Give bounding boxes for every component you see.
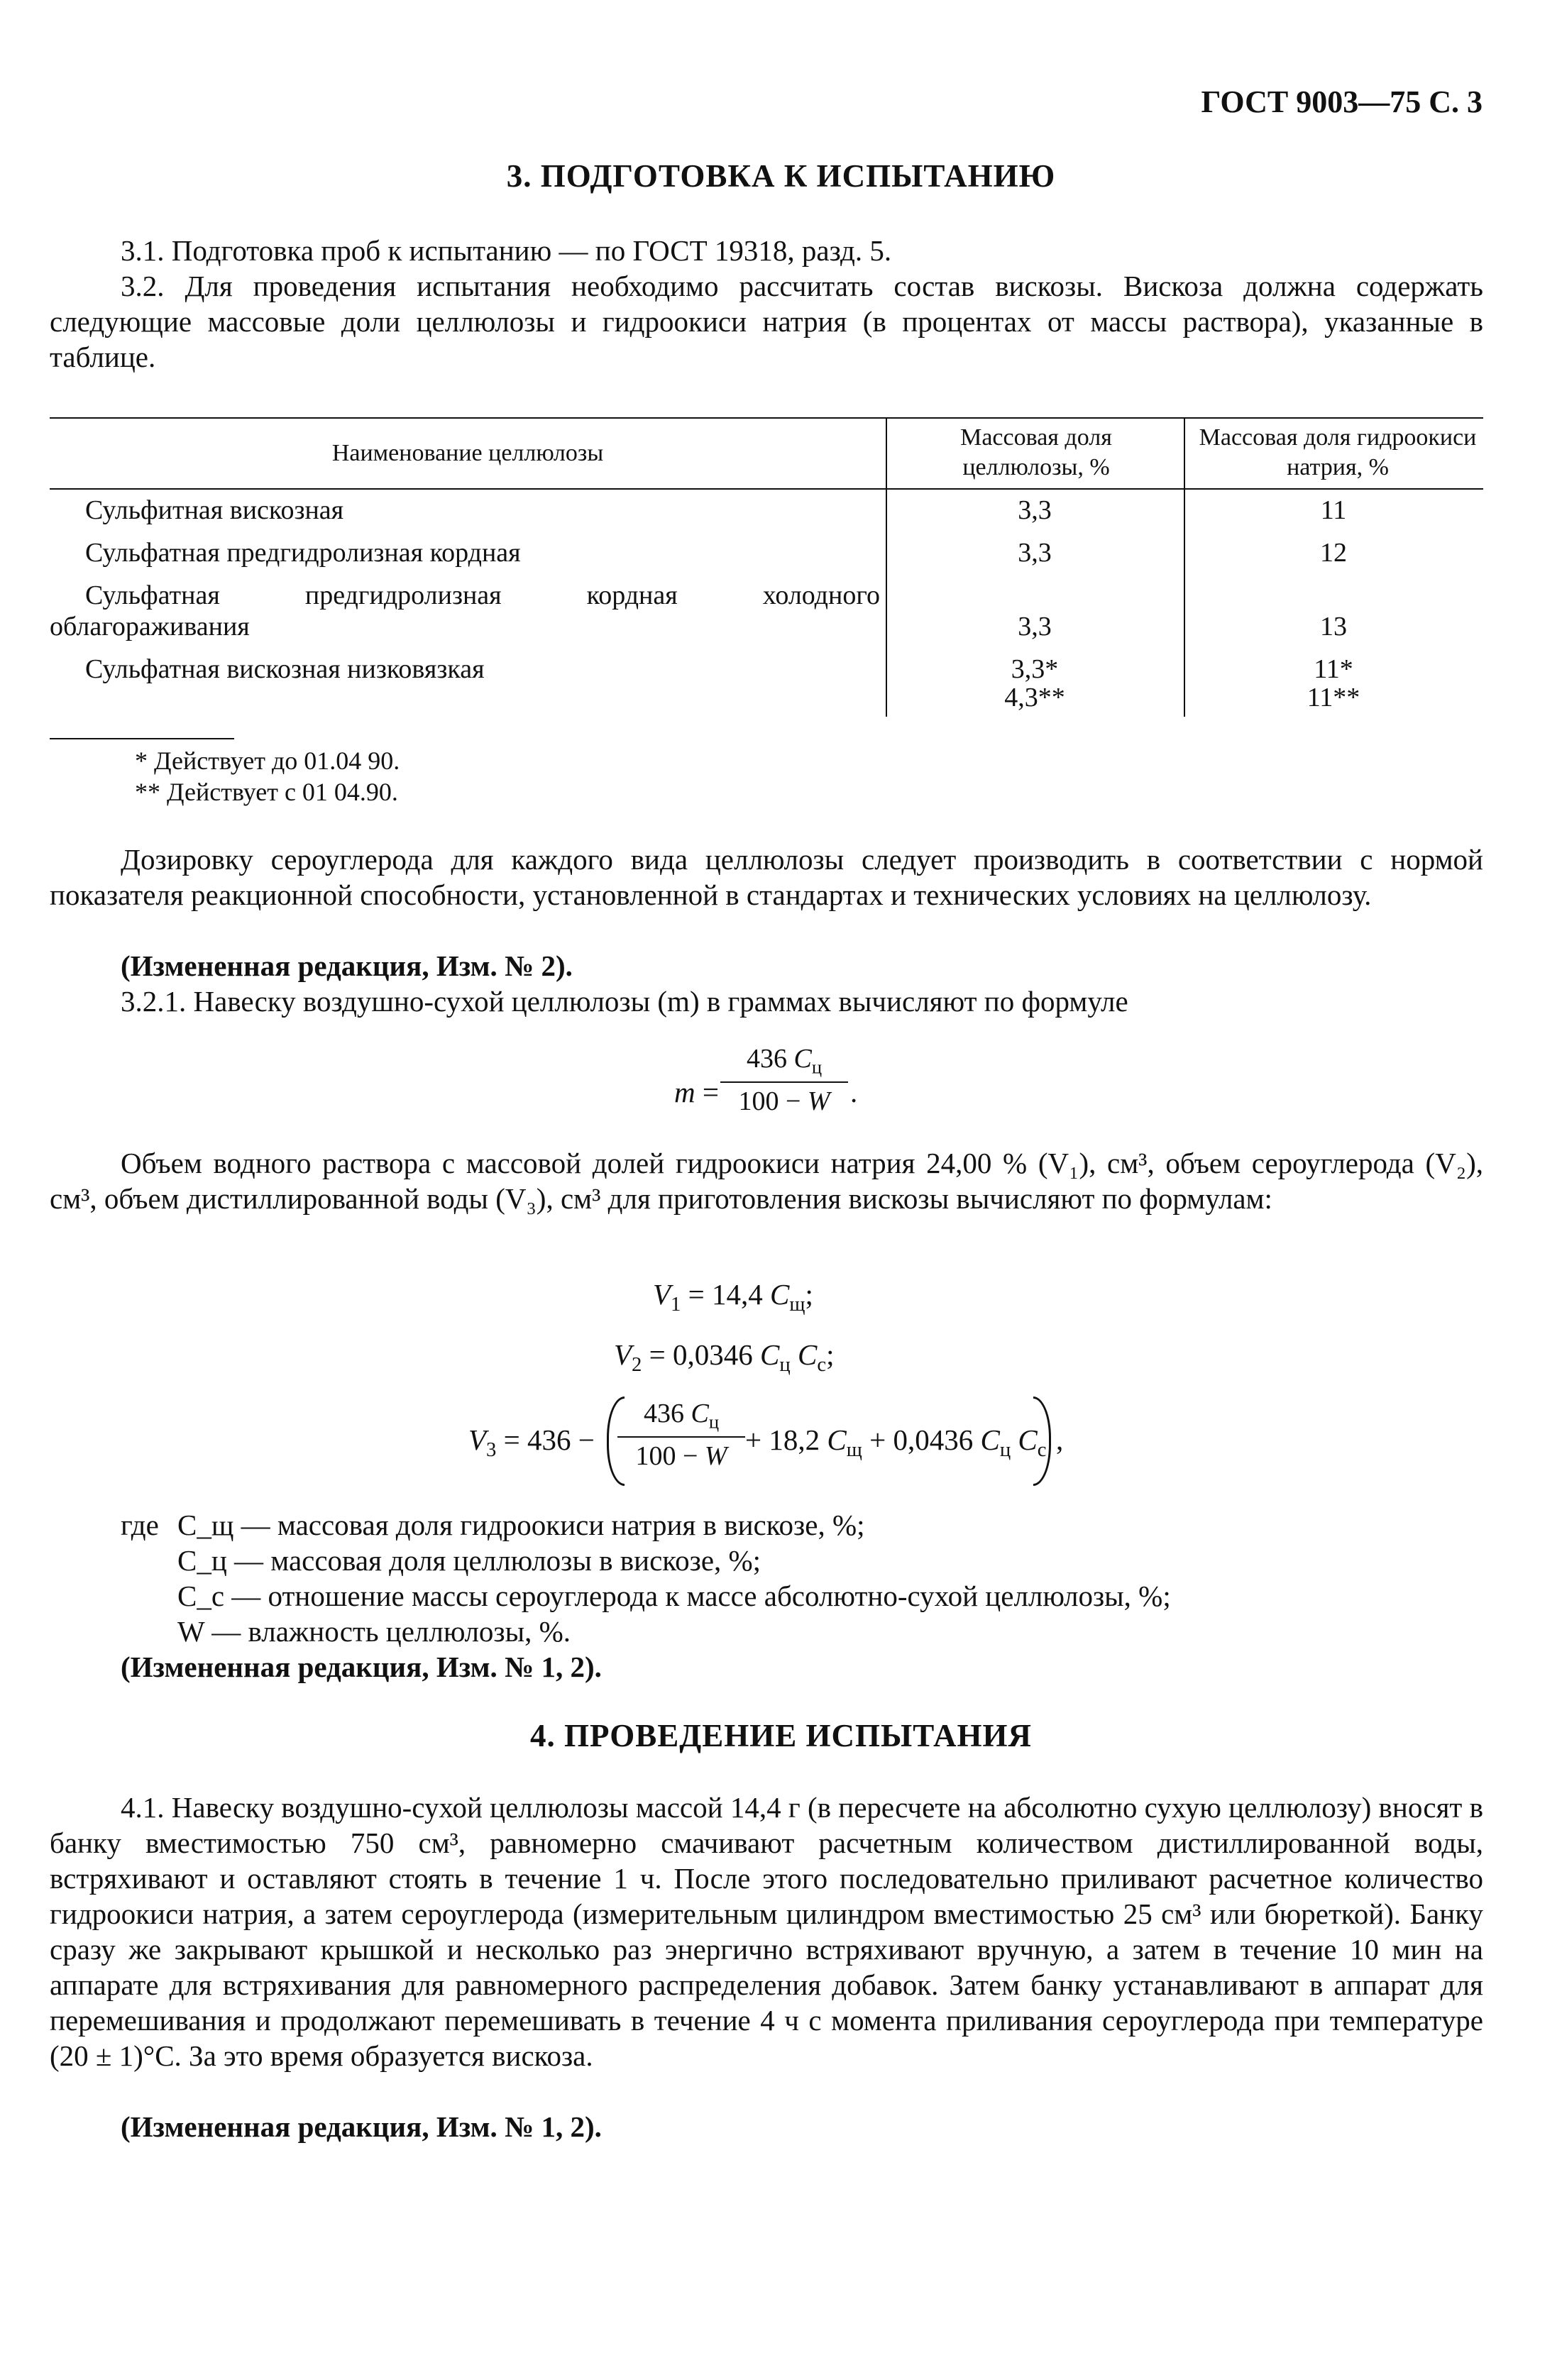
- paragraph-3-2: 3.2. Для проведения испытания необходимо рассчитать состав вискозы. Вискоза должна содержать следующие массовые доли целлюлозы и гидроокиси натрия (в процентах от массы раствора), указанные в таблице.: [50, 270, 1483, 373]
- table-row-4-cellulose-1: 3,3*: [1011, 654, 1059, 684]
- revision-note-1: (Измененная редакция, Изм. № 2).: [121, 949, 573, 982]
- table-row-1-naoh: 11: [1320, 495, 1347, 525]
- footnote-1: * Действует до 01.04 90.: [135, 746, 400, 775]
- document-page: ГОСТ 9003—75 С. 3 3. ПОДГОТОВКА К ИСПЫТАНИЮ 3.1. Подготовка проб к испытанию — по ГОСТ 19318, разд. 5. 3.2. Для проведения испытания необходимо рассчитать состав вискозы. Вискоза должна содержать следующие массовые доли целлюлозы и гидроокиси натрия (в процентах от массы раствора), указанные в таблице. Наименование целлюлозы Массовая доля целлюлозы, % Массовая доля гидроокиси натрия, % Сульфитная вискозная 3,3 11 Сульфатная предгидролизная кордная 3,3 12 Сульфатная предгидролизная кордная холодного облагораживания 3,3 13 Сульфатная вискозная низковязкая 3,3* 4,3** 11* 11** * Действует до 01.04 90. ** Действует с 01 04.90. Дозировку сероуглерода для каждого вида целлюлозы следует производить в соответствии с нормой показателя реакционной способности, установленной в стандартах и технических условиях на целлюлозу. (Измененная редакция, Изм. № 2). 3.2.1. Навеску воздушно-сухой целлюлозы (m) в граммах вычисляют по формуле m = 436 $C_ц$ 100 − W . Объем водного раствора с массовой долей гидроокиси натрия 24,00 % (V₁), см³, объем сероуглерода (V₂), см³, объем дистиллированной воды (V₃), см³ для приготовления вискозы вычисляют по формулам: $V_1 = 14,4$ $C_щ$; $V_2 = 0,0346$ $C_ц$ $C_с$; $V_3 = 436$ − 436 $C_ц$ 100 − W + 18,2 $C_щ + 0,0436$ $C_ц$ $C_с$ , где С_щ — массовая доля гидроокиси натрия в вискозе, %; С_ц — массовая доля целлюлозы в вискозе, %; С_с — отношение массы сероуглерода к массе абсолютно-сухой целлюлозы, %; W — влажность целлюлозы, %. (Измененная редакция, Изм. № 1, 2). 4. ПРОВЕДЕНИЕ ИСПЫТАНИЯ 4.1. Навеску воздушно-сухой целлюлозы массой 14,4 г (в пересчете на абсолютно сухую целлюлозу) вносят в банку вместимостью 750 см³, равномерно смачивают расчетным количеством дистиллированной воды, встряхивают и оставляют стоять в течение 1 ч. После этого последовательно приливают расчетное количество гидроокиси натрия, а затем сероуглерода (измерительным цилиндром вместимостью 25 см³ или бюреткой). Банку сразу же закрывают крышкой и несколько раз энергично встряхивают вручную, а затем в течение 10 мин на аппарате для встряхивания для равномерного распределения добавок. Затем банку устанавливают в аппарат для перемешивания и продолжают перемешивать в течение 4 ч с момента приливания сероуглерода при температуре (20 ± 1)°С. За это время образуется вискоза. (Измененная редакция, Изм. № 1, 2).: [0, 0, 1562, 2380]
- table-row-4-name: Сульфатная вискозная низковязкая: [85, 654, 485, 684]
- table-row-4-naoh-1: 11*: [1314, 654, 1353, 684]
- legend-item-w: W — влажность целлюлозы, %.: [177, 1615, 571, 1648]
- paragraph-4-1: 4.1. Навеску воздушно-сухой целлюлозы массой 14,4 г (в пересчете на абсолютно сухую целлюлозу) вносят в банку вместимостью 750 см³, равномерно смачивают расчетным количеством дистиллированной воды, встряхивают и оставляют стоять в течение 1 ч. После этого последовательно приливают расчетное количество гидроокиси натрия, а затем сероуглерода (измерительным цилиндром вместимостью 25 см³ или бюреткой). Банку сразу же закрывают крышкой и несколько раз энергично встряхивают вручную, а затем в течение 10 мин на аппарате для встряхивания для равномерного распределения добавок. Затем банку устанавливают в аппарат для перемешивания и продолжают перемешивать в течение 4 ч с момента приливания сероуглерода при температуре (20 ± 1)°С. За это время образуется вискоза.: [50, 1791, 1483, 2072]
- table-header-naoh: Массовая доля гидроокиси натрия, %: [1199, 424, 1477, 480]
- paragraph-dosage: Дозировку сероуглерода для каждого вида целлюлозы следует производить в соответствии с нормой показателя реакционной способности, установленной в стандартах и технических условиях на целлюлозу.: [50, 843, 1483, 911]
- table-row-3-name-line1: Сульфатная предгидролизная кордная холодного: [85, 580, 880, 610]
- legend-item-c-ts: С_ц — массовая доля целлюлозы в вискозе, %;: [177, 1544, 761, 1577]
- table-row-4-cellulose-2: 4,3**: [1004, 683, 1065, 712]
- footnote-divider: [50, 738, 234, 739]
- table-header-cellulose: Массовая доля целлюлозы, %: [960, 424, 1112, 480]
- page-header-doc-ref: ГОСТ 9003—75 С. 3: [1201, 84, 1483, 119]
- table-row-2-cellulose: 3,3: [1018, 538, 1052, 568]
- table-row-3-name-line2: облагораживания: [50, 612, 250, 641]
- table-row-2-naoh: 12: [1320, 538, 1347, 568]
- section-3-title: 3. ПОДГОТОВКА К ИСПЫТАНИЮ: [506, 158, 1056, 194]
- table-row-3-naoh: 13: [1320, 612, 1347, 641]
- table-row-2-name: Сульфатная предгидролизная кордная: [85, 538, 521, 568]
- formula-v2: $V_2 = 0,0346$ $C_ц$ $C_с$;: [614, 1338, 835, 1377]
- paragraph-volumes: Объем водного раствора с массовой долей гидроокиси натрия 24,00 % (V₁), см³, объем сероуглерода (V₂), см³, объем дистиллированной воды (V₃), см³ для приготовления вискозы вычисляют по формулам:: [50, 1147, 1483, 1215]
- table-row-1-name: Сульфитная вискозная: [85, 495, 344, 525]
- section-4-title: 4. ПРОВЕДЕНИЕ ИСПЫТАНИЯ: [530, 1718, 1032, 1753]
- table-row-3-cellulose: 3,3: [1018, 612, 1052, 641]
- formula-v1: $V_1 = 14,4$ $C_щ$;: [653, 1278, 813, 1316]
- footnote-2: ** Действует с 01 04.90.: [135, 778, 398, 806]
- paragraph-3-1: 3.1. Подготовка проб к испытанию — по ГОСТ 19318, разд. 5.: [121, 234, 892, 267]
- composition-table: [50, 417, 1483, 722]
- legend-where: где: [121, 1509, 159, 1541]
- revision-note-3: (Измененная редакция, Изм. № 1, 2).: [121, 2110, 602, 2143]
- revision-note-2: (Измененная редакция, Изм. № 1, 2).: [121, 1651, 602, 1683]
- legend-item-c-shch: С_щ — массовая доля гидроокиси натрия в вискозе, %;: [177, 1509, 865, 1541]
- table-header-name: Наименование целлюлозы: [331, 440, 604, 466]
- legend-item-c-s: С_с — отношение массы сероуглерода к массе абсолютно-сухой целлюлозы, %;: [177, 1580, 1171, 1612]
- table-row-4-naoh-2: 11**: [1307, 683, 1360, 712]
- paragraph-3-2-1: 3.2.1. Навеску воздушно-сухой целлюлозы (m) в граммах вычисляют по формуле: [121, 985, 1128, 1018]
- table-row-1-cellulose: 3,3: [1018, 495, 1052, 525]
